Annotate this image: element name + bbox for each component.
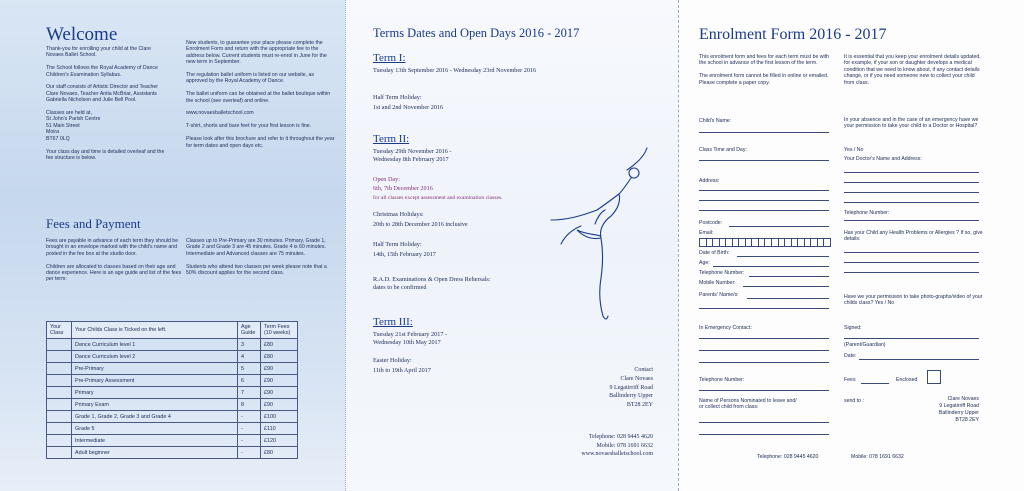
table-row <box>47 351 298 363</box>
open-day-note: for all classes except assessment and examination classes. <box>373 195 503 201</box>
emergency-telephone-field[interactable] <box>699 390 829 391</box>
tick-cell[interactable] <box>47 423 72 435</box>
welcome-title: Welcome <box>46 24 118 45</box>
nominated-field-2[interactable] <box>699 434 829 435</box>
parent-guardian-label: (Parent/Guardian) <box>844 342 886 348</box>
telephone-number-field[interactable] <box>749 276 829 277</box>
term2-heading: Term II: <box>373 133 410 145</box>
open-day-dates: 6th, 7th December 2016 <box>373 185 433 192</box>
term-fee: £120 <box>261 435 298 447</box>
age-guide: - <box>238 435 261 447</box>
easter-dates: 11th to 19th April 2017 <box>373 367 431 374</box>
tick-cell[interactable] <box>47 351 72 363</box>
doctor-field-1[interactable] <box>844 172 979 173</box>
doctor-field-4[interactable] <box>844 202 979 203</box>
health-field-3[interactable] <box>844 272 979 273</box>
health-label: Has your Child any Health Problems or Allergies ? If so, give details: <box>844 230 983 243</box>
table-row <box>47 411 298 423</box>
age-guide: 6 <box>238 375 261 387</box>
fees-text-col2: Classes up to Pre-Primary are 30 minutes. Primary, Grade 1, Grade 2 and Grade 3 are 45 minutes. Grade 4 is 60 minutes. Intermediate and Advanced classes are 75 minutes. Students who attend two classes per week please note that a 50% discount applies for the second class. <box>186 238 327 277</box>
term-fee: £90 <box>261 387 298 399</box>
table-row <box>47 435 298 447</box>
enrolment-panel <box>678 0 1024 491</box>
fees-title: Fees and Payment <box>46 216 141 231</box>
address-field-1[interactable] <box>699 190 829 191</box>
term-fee: £100 <box>261 411 298 423</box>
enclosed-checkbox[interactable] <box>927 370 941 384</box>
childs-name-label: Child's Name: <box>699 118 732 124</box>
doctor-label: Your Doctor's Name and Address: <box>844 156 922 162</box>
term-fee: £90 <box>261 375 298 387</box>
header-fees: Term Fees (10 weeks) <box>261 322 298 339</box>
class-time-field[interactable] <box>699 160 829 161</box>
enrol-title: Enrolment Form 2016 - 2017 <box>699 26 887 43</box>
footer-mobile: Mobile: 078 1691 6632 <box>851 454 904 460</box>
address-field-2[interactable] <box>699 200 829 201</box>
header-age: Age Guide <box>238 322 261 339</box>
footer-telephone: Telephone: 028 9445 4620 <box>757 454 819 460</box>
emergency-telephone-label: Telephone Number: <box>699 377 745 383</box>
send-to-label: send to : <box>844 398 864 404</box>
welcome-text-col1: Thank-you for enrolling your child at the Clare Novaes Ballet School. The School follows the Royal Academy of Dance Children's Examination Syllabus. Our staff consists of Artistic Director and Teacher Clare Novaes, Teacher Anita McBriar, Assistants Gabriella Nicholson and Julie Bell Pool. Classes are held at, St John's Parish Centre 51 Main Street Moira BT67 0LQ Your class day and time is detailed overleaf and the fee structure is below. <box>46 46 165 161</box>
parents-names-field-2[interactable] <box>699 308 829 309</box>
class-name: Grade 1, Grade 2, Grade 3 and Grade 4 <box>72 411 238 423</box>
telephone-number-label: Telephone Number: <box>699 270 745 276</box>
date-field[interactable] <box>859 359 979 360</box>
signed-field[interactable] <box>844 338 979 339</box>
age-guide: 5 <box>238 363 261 375</box>
fees-field[interactable] <box>861 383 889 384</box>
class-name: Intermediate <box>72 435 238 447</box>
doctor-field-3[interactable] <box>844 192 979 193</box>
tick-cell[interactable] <box>47 411 72 423</box>
mobile-number-field[interactable] <box>743 286 829 287</box>
signed-label: Signed: <box>844 325 862 331</box>
doctor-field-2[interactable] <box>844 182 979 183</box>
class-name: Pre-Primary <box>72 363 238 375</box>
tick-cell[interactable] <box>47 447 72 459</box>
tick-cell[interactable] <box>47 399 72 411</box>
class-name: Pre-Primary Assessment <box>72 375 238 387</box>
christmas-dates: 20th to 28th December 2016 inclusive <box>373 221 468 228</box>
term1-heading: Term I: <box>373 52 406 64</box>
christmas-heading: Christmas Holidays: <box>373 211 424 218</box>
health-field-2[interactable] <box>844 262 979 263</box>
header-class: Your Childs Class is Ticked on the left. <box>72 322 238 339</box>
age-guide: - <box>238 423 261 435</box>
table-row <box>47 423 298 435</box>
term-fee: £80 <box>261 351 298 363</box>
class-time-label: Class Time and Day: <box>699 147 747 153</box>
doctor-telephone-field[interactable] <box>844 220 979 221</box>
date-label: Date: <box>844 353 857 359</box>
fee-table-header <box>47 322 298 339</box>
tick-cell[interactable] <box>47 363 72 375</box>
term-fee: £80 <box>261 447 298 459</box>
half1-heading: Half Term Holiday: <box>373 94 422 101</box>
term3-dates: Tuesday 21st February 2017 - Wednesday 10th May 2017 <box>373 331 448 346</box>
tick-cell[interactable] <box>47 375 72 387</box>
postcode-label: Postcode: <box>699 220 723 226</box>
table-row <box>47 387 298 399</box>
address-field-3[interactable] <box>699 210 829 211</box>
tick-cell[interactable] <box>47 339 72 351</box>
email-boxes[interactable] <box>699 238 831 247</box>
rad-exams: R.A.D. Examinations & Open Dress Rehersals: dates to be confirmed <box>373 276 491 291</box>
age-field[interactable] <box>713 266 829 267</box>
nominated-field-1[interactable] <box>699 422 829 423</box>
class-name: Adult beginner <box>72 447 238 459</box>
email-label: Email: <box>699 230 714 236</box>
class-name: Grade 5 <box>72 423 238 435</box>
dob-label: Date of Birth: <box>699 250 730 256</box>
table-row <box>47 363 298 375</box>
ballerina-illustration <box>541 140 651 330</box>
term-fee: £90 <box>261 363 298 375</box>
class-name: Primary <box>72 387 238 399</box>
tick-cell[interactable] <box>47 387 72 399</box>
emergency-field-2[interactable] <box>699 350 829 351</box>
term-fee: £110 <box>261 423 298 435</box>
contact-address: Clare Novaes 9 Legatirriff Road Ballinderry Upper BT28 2EY <box>609 376 653 408</box>
contact-label: Contact <box>634 367 653 373</box>
parents-names-field-1[interactable] <box>747 298 829 299</box>
class-name: Dance Curriculum level 1 <box>72 339 238 351</box>
age-guide: 3 <box>238 339 261 351</box>
age-guide: 4 <box>238 351 261 363</box>
emergency-field-1[interactable] <box>699 338 829 339</box>
table-row <box>47 447 298 459</box>
age-guide: - <box>238 411 261 423</box>
term-fee: £80 <box>261 339 298 351</box>
address-label: Address: <box>699 178 720 184</box>
fees-label: Fees <box>844 377 856 383</box>
enrol-intro-col1: This enrolment form and fees for each term must be with the school in advance of the first lesson of the term. The enrolment form cannot be filled in online or emailed. Please complete a paper copy. <box>699 54 830 86</box>
age-label: Age: <box>699 260 710 266</box>
dob-field[interactable] <box>737 256 829 257</box>
terms-panel <box>345 0 678 491</box>
welcome-text-col2: New students, to guarantee your place please complete the Enrolment Form and return with the appropriate fee to the address below. Current students must re-enrol in June for the new term in September. The regulation ballet uniform is listed on our website, as approved by the Royal Academy of Dance. The ballet uniform can be obtained at the ballet boutique within the school (see overleaf) and online. www.novaesballetschool.com T-shirt, shorts and bare feet for your first lesson is fine. Please look after this brochure and refer to it throughout the year for term dates and open days etc. <box>186 40 335 149</box>
enclosed-label: Enclosed <box>896 377 918 383</box>
mobile-number-label: Mobile Number: <box>699 280 736 286</box>
terms-title: Terms Dates and Open Days 2016 - 2017 <box>373 26 580 40</box>
table-row <box>47 399 298 411</box>
emergency-label: In Emergency Contact: <box>699 325 752 331</box>
postcode-field[interactable] <box>729 226 829 227</box>
term2-dates: Tuesday 29th November 2016 - Wednesday 8th February 2017 <box>373 148 452 163</box>
parents-names-label: Parents' Name/s: <box>699 292 739 298</box>
term-fee: £90 <box>261 399 298 411</box>
half1-dates: 1st and 2nd November 2016 <box>373 104 444 111</box>
age-guide: - <box>238 447 261 459</box>
yes-no-option[interactable]: Yes / No <box>844 147 864 153</box>
contact-phone: Telephone: 028 9445 4620 Mobile: 078 1691 6632 www.novaesballetschool.com <box>581 434 653 457</box>
table-row <box>47 339 298 351</box>
open-day-heading: Open Day: <box>373 176 400 183</box>
emergency-field-3[interactable] <box>699 362 829 363</box>
tick-cell[interactable] <box>47 435 72 447</box>
class-name: Primary Exam <box>72 399 238 411</box>
class-name: Dance Curriculum level 2 <box>72 351 238 363</box>
fees-text-col1: Fees are payable in advance of each term they should be brought in an envelope marked with the child's name and posted in the fee box at the studio door. Children are allocated to classes based on their age and dance experience. Here is an age guide and list of the fees per term: <box>46 238 182 283</box>
nominated-label: Name of Persons Nominated to leave and/ or collect child from class: <box>699 398 797 411</box>
health-field-1[interactable] <box>844 252 979 253</box>
table-row <box>47 375 298 387</box>
absence-permission-label: In your absence and in the case of an emergency have we your permission to take your child to a Doctor or Hospital? <box>844 117 979 130</box>
header-your-class: Your Class <box>47 322 72 339</box>
term3-heading: Term III: <box>373 316 413 328</box>
easter-heading: Easter Holiday: <box>373 357 412 364</box>
childs-name-field[interactable] <box>699 132 829 133</box>
enrol-intro-col2: It is essential that you keep your enrolment details updated, for example, if your son or daughter develops a medical condition that we need to know about, if any contact details change, or if you need someone new to collect your child from class. <box>844 54 981 86</box>
send-to-address: Clare Novaes 9 Legatirriff Road Ballinderry Upper BT28 2EY <box>938 396 979 423</box>
half2-heading: Half Term Holiday: <box>373 241 422 248</box>
age-guide: 7 <box>238 387 261 399</box>
half2-dates: 14th, 15th February 2017 <box>373 251 436 258</box>
doctor-telephone-label: Telephone Number: <box>844 210 890 216</box>
fee-table <box>46 321 298 459</box>
age-guide: 8 <box>238 399 261 411</box>
photo-permission-label: Have we your permission to take photo-graphs/video of your childs class? Yes / No <box>844 294 983 307</box>
welcome-panel <box>0 0 345 491</box>
term1-dates: Tuesday 13th September 2016 - Wednesday 23rd November 2016 <box>373 67 537 74</box>
